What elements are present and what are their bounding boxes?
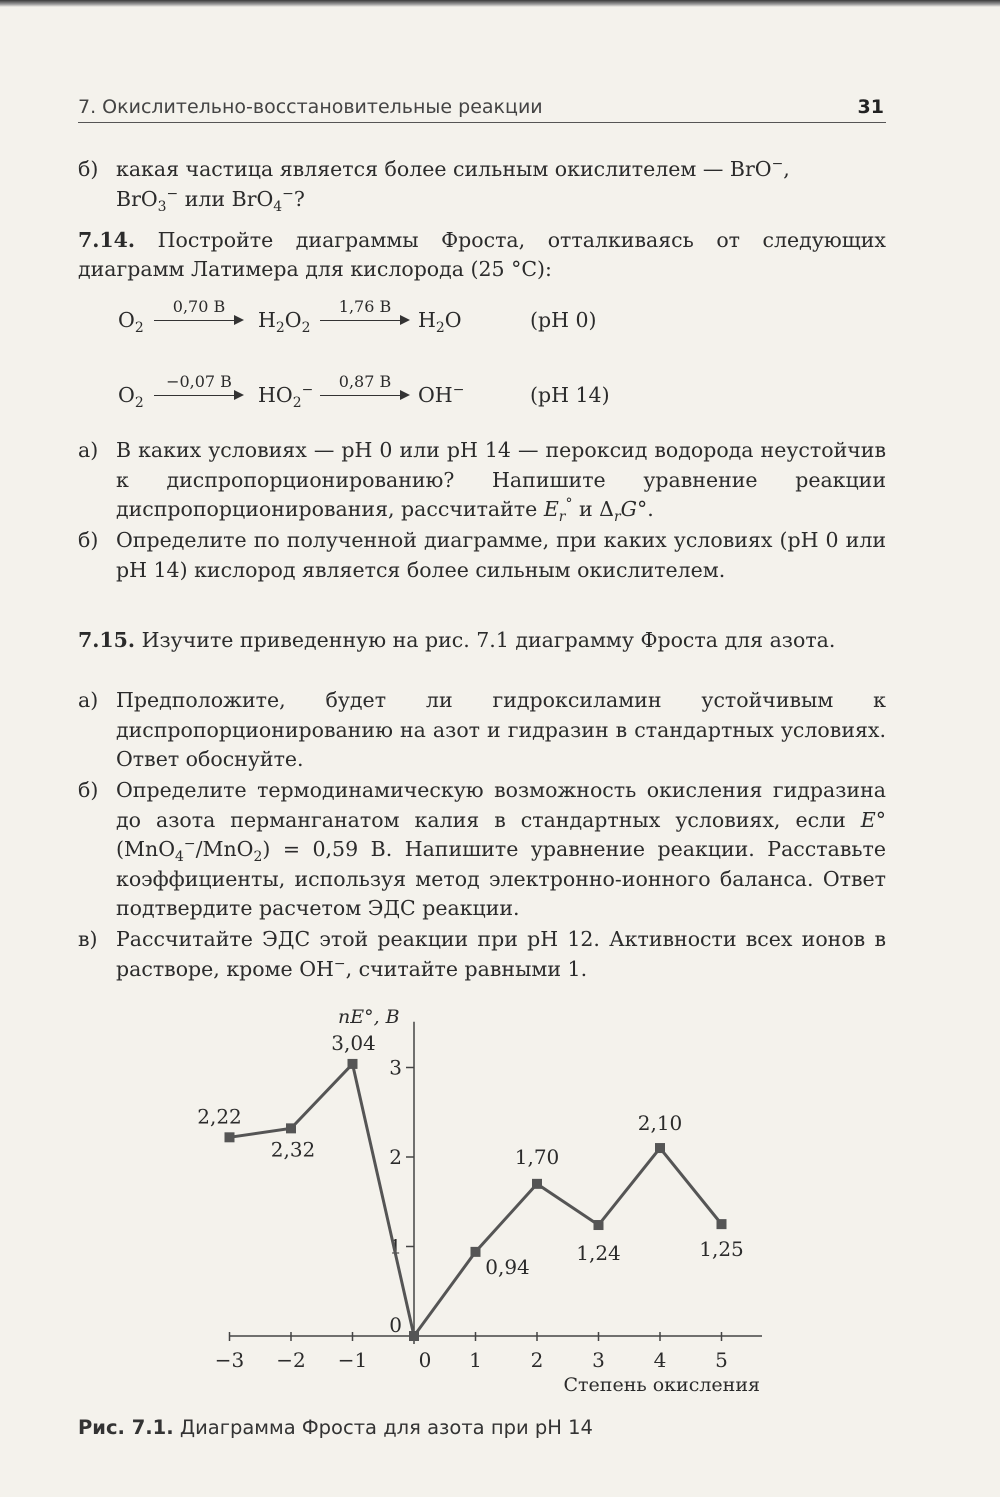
y-tick-label: 2 bbox=[389, 1145, 402, 1169]
item-text: Предположите, будет ли гидроксиламин устойчивым к диспропорционированию на азот и гидразин в стандартных условиях. Ответ обоснуйте. bbox=[116, 688, 886, 771]
data-label: 1,25 bbox=[699, 1237, 744, 1262]
data-label: 2,10 bbox=[637, 1111, 683, 1136]
data-point-marker bbox=[225, 1132, 235, 1142]
x-tick-label: 4 bbox=[653, 1348, 667, 1372]
x-tick-label: −3 bbox=[214, 1348, 245, 1372]
x-axis-label: Степень окисления bbox=[563, 1374, 760, 1396]
potential-label: 0,87 В bbox=[338, 372, 392, 391]
x-tick-label: 3 bbox=[592, 1348, 605, 1372]
data-label: 2,22 bbox=[197, 1104, 242, 1129]
item-marker: в) bbox=[78, 927, 98, 951]
data-point-marker bbox=[594, 1220, 604, 1230]
figure-text: Диаграмма Фроста для азота при рН 14 bbox=[179, 1416, 593, 1439]
x-tick-label: 2 bbox=[530, 1348, 544, 1372]
condition-ph14: (pH 14) bbox=[530, 383, 610, 407]
potential-label: 0,70 В bbox=[172, 297, 226, 316]
chapter-title: 7. Окислительно-восстановительные реакции bbox=[78, 96, 543, 118]
item-marker: а) bbox=[78, 438, 99, 462]
data-point-marker bbox=[471, 1247, 481, 1257]
data-label: 1,70 bbox=[514, 1144, 560, 1169]
data-point-marker bbox=[717, 1219, 727, 1229]
chart-axes bbox=[230, 1022, 763, 1344]
x-tick-label: 5 bbox=[715, 1348, 728, 1372]
data-point-marker bbox=[286, 1123, 296, 1133]
data-label: 2,32 bbox=[270, 1137, 316, 1162]
item-text: Рассчитайте ЭДС этой реакции при рН 12. Активности всех ионов в растворе, кроме OH−, считайте равными 1. bbox=[116, 927, 886, 981]
species-o2: $O_2$ bbox=[118, 383, 144, 412]
data-label: 0,94 bbox=[485, 1254, 530, 1279]
item-text: В каких условиях — рН 0 или рН 14 — пероксид водорода неустойчив к диспропорционированию? Напишите уравнение реакции диспропорционирования, рассчитайте $E_r^\circ$ и $\Delta_rG^\circ$. bbox=[116, 438, 886, 526]
item-text: Определите по полученной диаграмме, при каких условиях (рН 0 или рН 14) кислород является более сильным окислителем. bbox=[116, 528, 886, 582]
condition-ph0: (pH 0) bbox=[530, 308, 597, 332]
page-number: 31 bbox=[857, 96, 884, 118]
y-tick-label: 1 bbox=[389, 1234, 402, 1259]
x-tick-label: 0 bbox=[418, 1348, 432, 1372]
y-tick-label: 0 bbox=[389, 1313, 402, 1337]
chart-ticks bbox=[215, 1056, 728, 1373]
species-oh: OH− bbox=[418, 382, 465, 407]
item-text: какая частица является более сильным окислителем — BrO−, BrO$_3$− или BrO$_4$−? bbox=[116, 156, 790, 215]
item-text: Определите термодинамическую возможность окисления гидразина до азота перманганатом калия в стандартных условиях, если E°(MnO$_4$−/MnO$_2$) = 0,59 В. Напишите уравнение реакции. Расставьте коэффициенты, используя метод электронно-ионного баланса. Ответ подтвердите расчетом ЭДС реакции. bbox=[116, 778, 887, 920]
y-tick-label: 3 bbox=[389, 1055, 402, 1080]
data-label: 3,04 bbox=[331, 1030, 376, 1055]
species-h2o: $H_2O$ bbox=[418, 308, 462, 337]
task-number: 7.15. bbox=[78, 628, 136, 652]
task-text: Изучите приведенную на рис. 7.1 диаграмму Фроста для азота. bbox=[141, 628, 836, 652]
data-point-marker bbox=[655, 1143, 665, 1153]
data-point-marker bbox=[532, 1179, 542, 1189]
data-point-marker bbox=[409, 1331, 419, 1341]
data-label: 1,24 bbox=[576, 1241, 621, 1266]
task-number: 7.14. bbox=[78, 228, 136, 252]
species-h2o2: $H_2O_2$ bbox=[258, 308, 311, 337]
task-text: Постройте диаграммы Фроста, отталкиваясь от следующих диаграмм Латимера для кислорода (25 °С): bbox=[78, 228, 886, 281]
potential-label: 1,76 В bbox=[338, 297, 392, 316]
item-marker: б) bbox=[78, 778, 99, 802]
figure-caption bbox=[78, 1416, 593, 1439]
potential-label: −0,07 В bbox=[166, 372, 232, 391]
species-ho2: $HO_2^-$ bbox=[258, 382, 314, 412]
data-labels bbox=[197, 1031, 744, 1279]
figure-label: Рис. 7.1. bbox=[78, 1416, 174, 1439]
y-axis-label: nE°, В bbox=[338, 1006, 400, 1028]
item-marker: б) bbox=[78, 528, 99, 552]
species-o2: $O_2$ bbox=[118, 308, 144, 337]
series-line bbox=[230, 1064, 722, 1336]
data-points bbox=[225, 1059, 727, 1341]
x-tick-label: 1 bbox=[469, 1348, 482, 1372]
data-point-marker bbox=[348, 1059, 358, 1069]
x-tick-label: −2 bbox=[276, 1348, 306, 1372]
item-marker: б) bbox=[78, 157, 99, 181]
x-tick-label: −1 bbox=[337, 1348, 368, 1372]
item-marker: а) bbox=[78, 688, 99, 712]
